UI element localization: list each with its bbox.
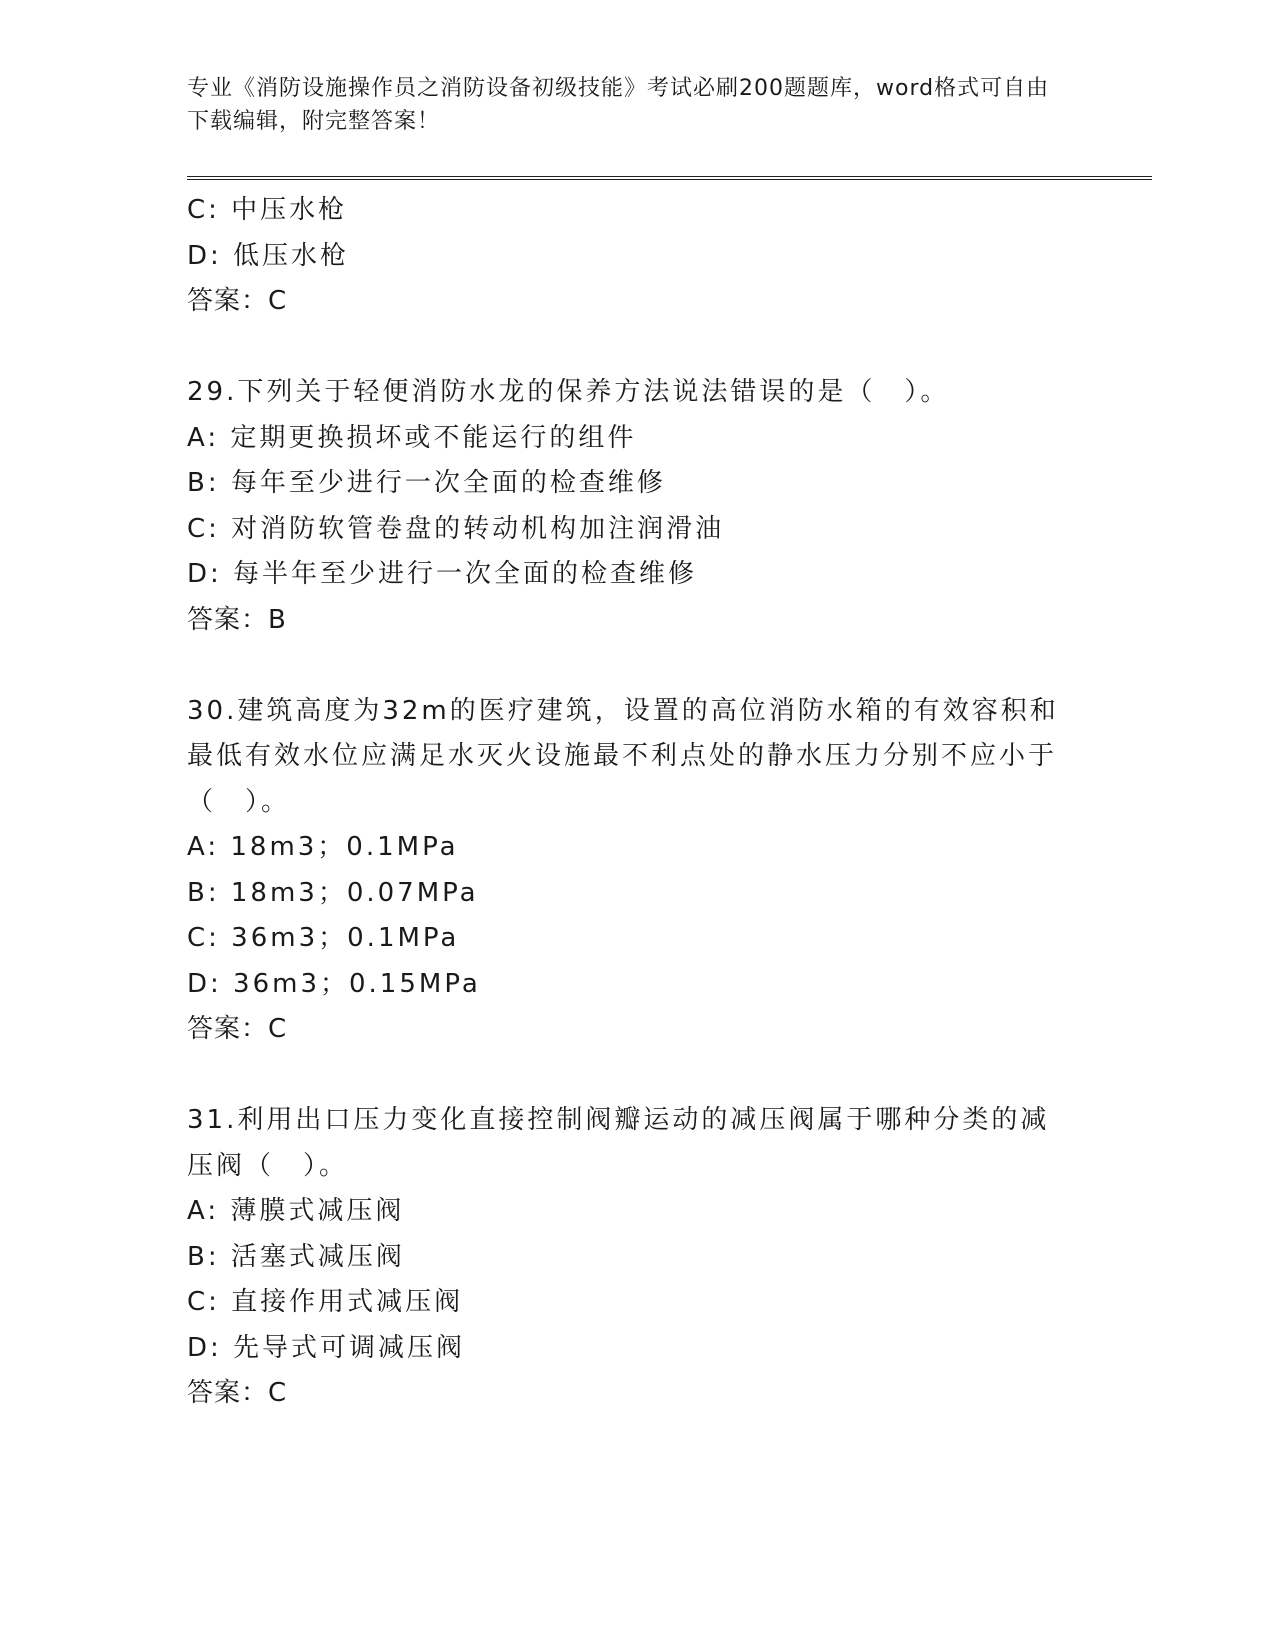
- option-c: C: 中压水枪: [187, 195, 348, 225]
- option-c: C: 36m3；0.1MPa: [187, 923, 460, 953]
- header-divider: [187, 176, 1152, 180]
- answer-line: 答案：C: [187, 1378, 288, 1408]
- option-a: A: 薄膜式减压阀: [187, 1196, 405, 1226]
- option-b: B: 活塞式减压阀: [187, 1241, 405, 1272]
- option-d: D: 先导式可调减压阀: [187, 1332, 466, 1363]
- option-d: D: 36m3；0.15MPa: [187, 968, 481, 999]
- question-30: [187, 689, 1087, 1053]
- option-a: A: 定期更换损坏或不能运行的组件: [187, 422, 637, 453]
- document-header: 专业《消防设施操作员之消防设备初级技能》考试必刷200题题库，word格式可自由下载编辑，附完整答案！: [187, 76, 1050, 134]
- option-d: D: 每半年至少进行一次全面的检查维修: [187, 559, 698, 589]
- question-text: 29.下列关于轻便消防水龙的保养方法说法错误的是（ ）。: [187, 377, 950, 407]
- question-29: [187, 370, 1087, 643]
- option-c: C: 直接作用式减压阀: [187, 1287, 464, 1317]
- answer-line: 答案：C: [187, 1014, 288, 1044]
- spacer: [187, 643, 1087, 689]
- spacer: [187, 1053, 1087, 1099]
- option-c: C: 对消防软管卷盘的转动机构加注润滑油: [187, 513, 725, 544]
- partial-question: [187, 188, 1087, 325]
- option-b: B: 18m3；0.07MPa: [187, 877, 479, 908]
- question-text: 30.建筑高度为32m的医疗建筑，设置的高位消防水箱的有效容积和最低有效水位应满足水灭火设施最不利点处的静水压力分别不应小于（ ）。: [187, 695, 1059, 817]
- option-d: D: 低压水枪: [187, 240, 350, 271]
- question-list: [187, 188, 1087, 1417]
- question-31: [187, 1098, 1087, 1417]
- answer-line: 答案：C: [187, 286, 288, 316]
- option-a: A: 18m3；0.1MPa: [187, 832, 459, 862]
- question-text: 31.利用出口压力变化直接控制阀瓣运动的减压阀属于哪种分类的减压阀（ ）。: [187, 1105, 1050, 1181]
- spacer: [187, 325, 1087, 371]
- answer-line: 答案：B: [187, 604, 287, 635]
- option-b: B: 每年至少进行一次全面的检查维修: [187, 468, 666, 498]
